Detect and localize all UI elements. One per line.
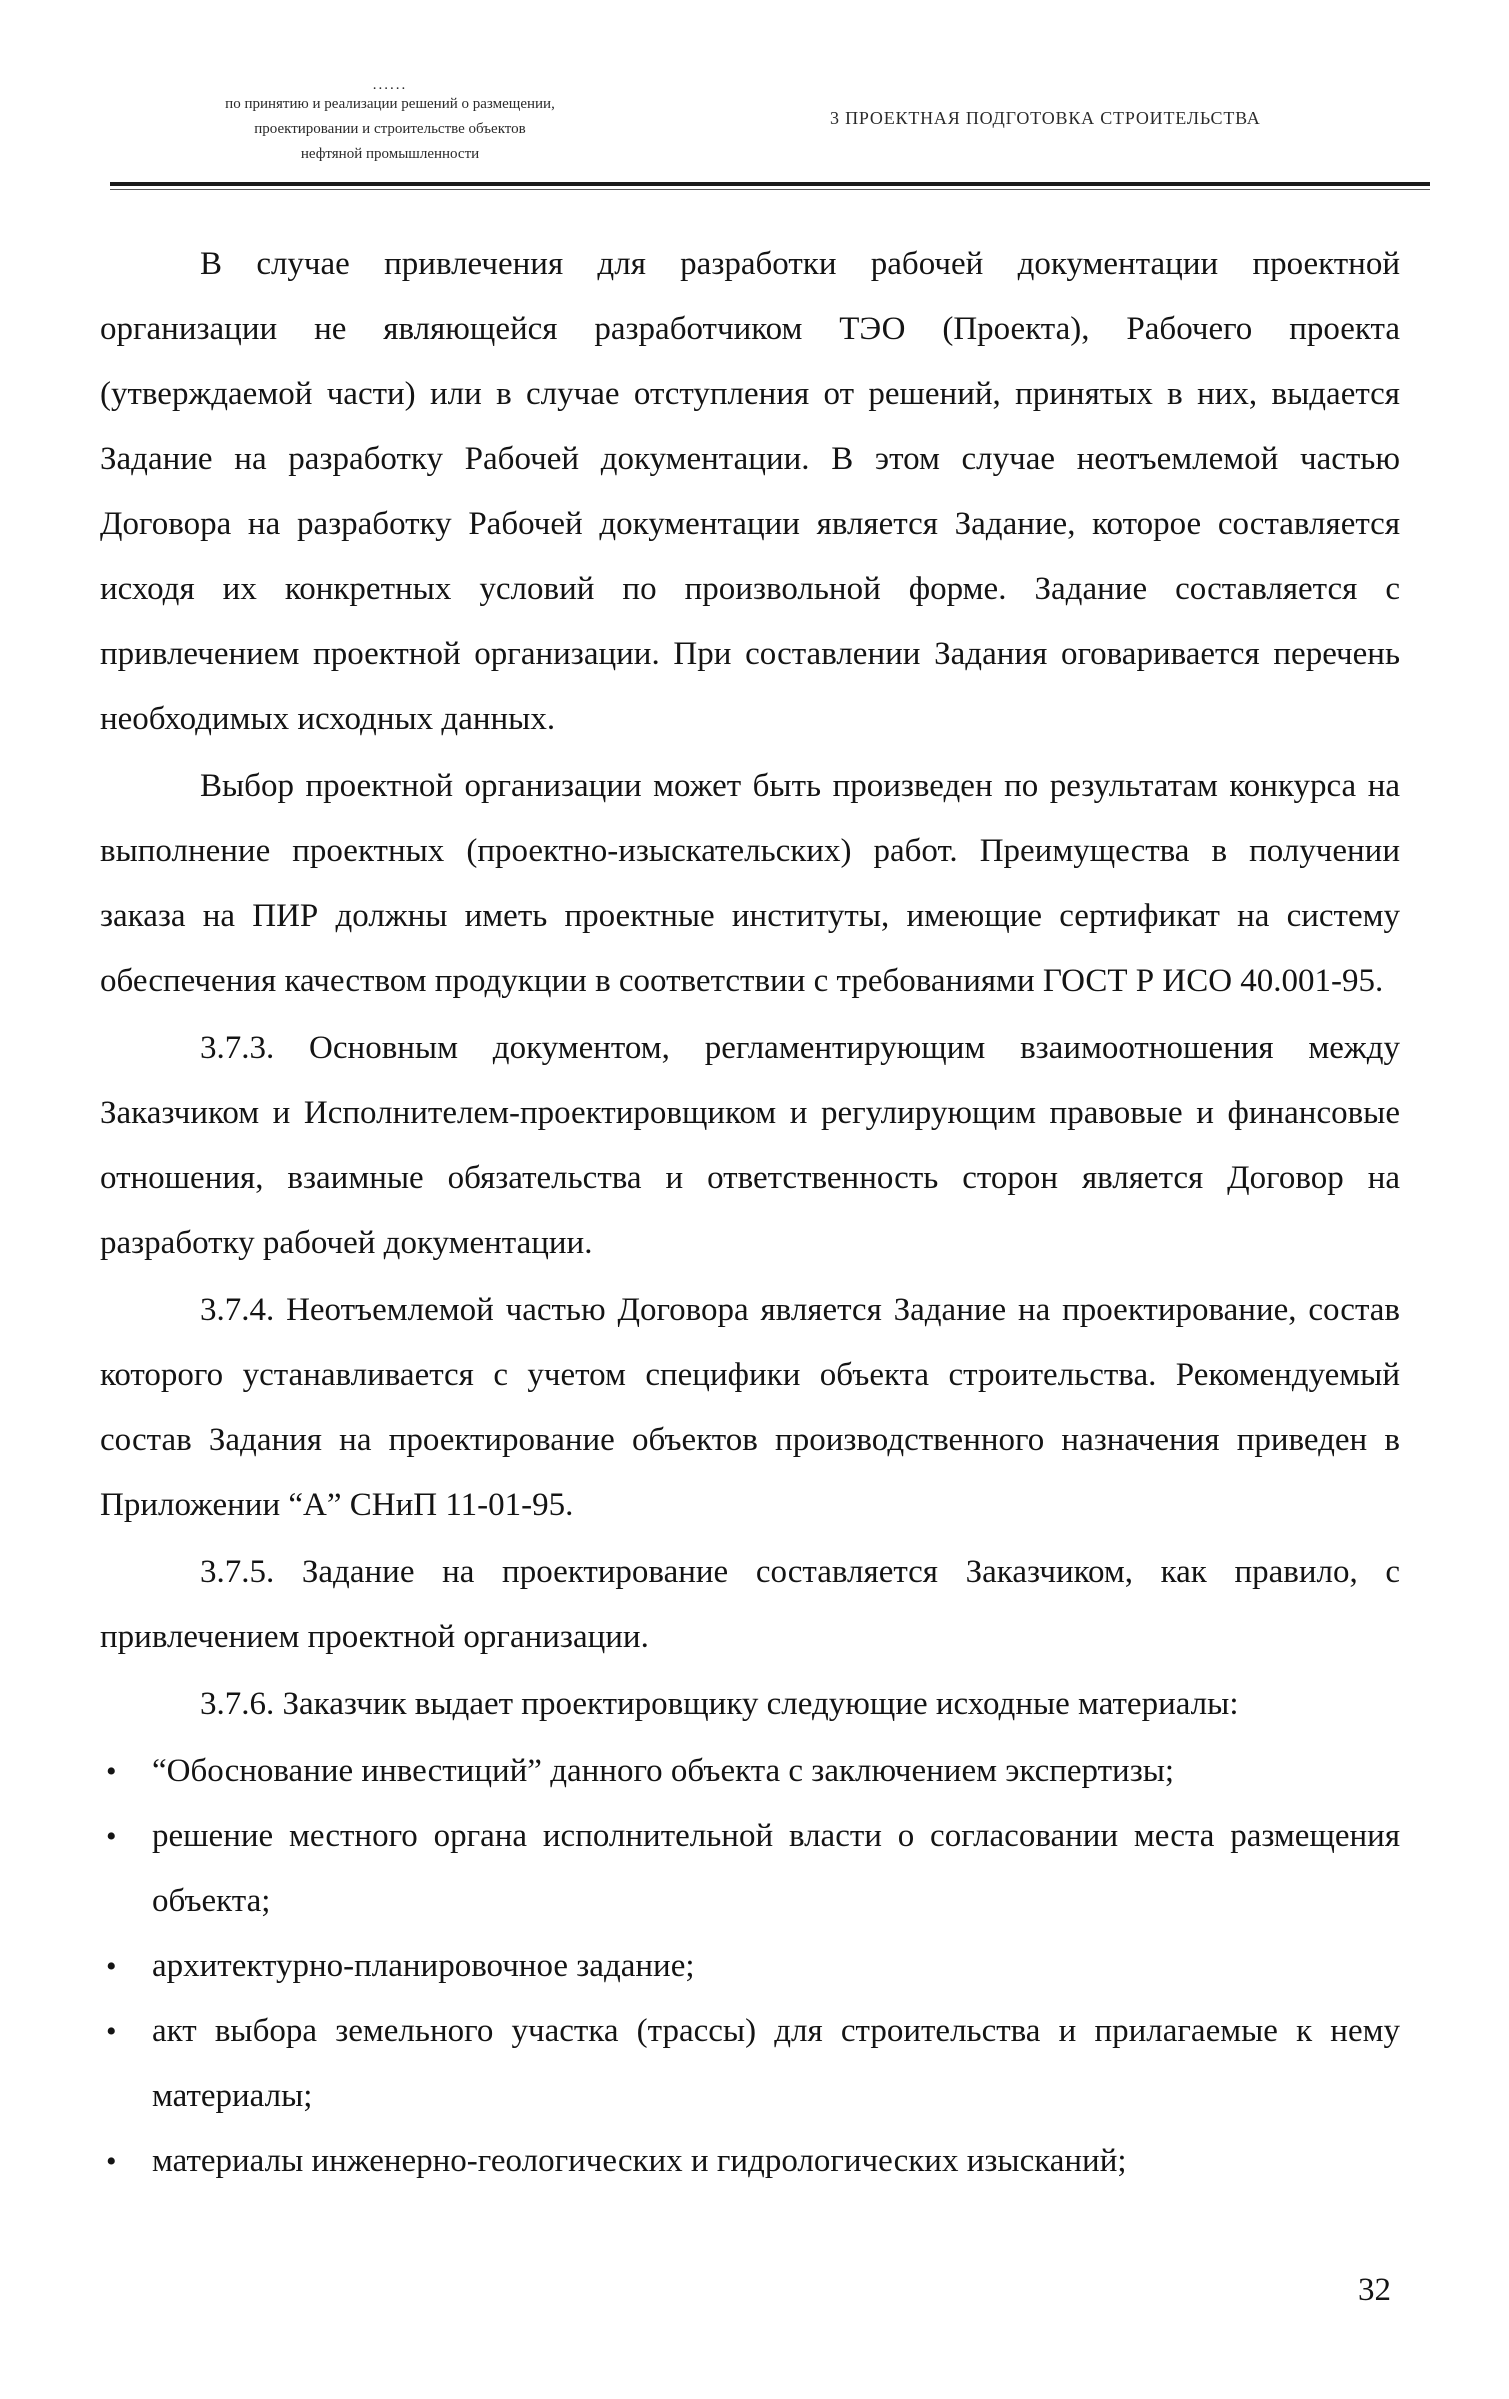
- header-rule-thin: [110, 189, 1430, 190]
- paragraph-3-7-6: 3.7.6. Заказчик выдает проектировщику следующие исходные материалы:: [200, 1686, 1239, 1722]
- header-cut-line: ......: [372, 78, 408, 92]
- page-body: [100, 232, 1400, 2194]
- bullet-icon: •: [106, 1820, 117, 1853]
- paragraph-design-assignment: В случае привлечения для разработки рабочей документации проектной организации не являющейся разработчиком ТЭО (Проекта), Рабочего проекта (утверждаемой части) или в случае отступления от решений, принятых в них, выдается Задание на разработку Рабочей документации. В этом случае неотъемлемой частью Договора на разработку Рабочей документации является Задание, которое составляется исходя их конкретных условий по произвольной форме. Задание составляется с привлечением проектной организации. При составлении Задания оговаривается перечень необходимых исходных данных.: [100, 246, 1400, 737]
- paragraph-contractor-selection: Выбор проектной организации может быть произведен по результатам конкурса на выполнение проектных (проектно-изыскательских) работ. Преимущества в получении заказа на ПИР должны иметь проектные институты, имеющие сертификат на систему обеспечения качеством продукции в соответствии с требованиями ГОСТ Р ИСО 40.001-95.: [100, 768, 1400, 999]
- header-title-line-2: проектировании и строительстве объектов: [254, 121, 526, 137]
- page-header: [110, 78, 1430, 188]
- list-item: [100, 1804, 1400, 1934]
- bullet-icon: •: [106, 1755, 117, 1788]
- paragraph-3-7-4: 3.7.4. Неотъемлемой частью Договора является Задание на проектирование, состав которого устанавливается с учетом специфики объекта строительства. Рекомендуемый состав Задания на проектирование объектов производственного назначения приведен в Приложении “А” СНиП 11-01-95.: [100, 1292, 1400, 1523]
- header-section-title: 3 ПРОЕКТНАЯ ПОДГОТОВКА СТРОИТЕЛЬСТВА: [830, 108, 1261, 128]
- list-item: [100, 1934, 1400, 1999]
- bullet-icon: •: [106, 1950, 117, 1983]
- list-item-text: архитектурно-планировочное задание;: [152, 1948, 695, 1984]
- header-document-title: [110, 78, 670, 167]
- list-item: [100, 1739, 1400, 1804]
- bullet-icon: •: [106, 2015, 117, 2048]
- source-materials-list: [100, 1739, 1400, 2194]
- list-item-text: “Обоснование инвестиций” данного объекта с заключением экспертизы;: [152, 1753, 1175, 1789]
- header-rule-thick: [110, 182, 1430, 186]
- paragraph-3-7-5: 3.7.5. Задание на проектирование составляется Заказчиком, как правило, с привлечением проектной организации.: [100, 1554, 1400, 1655]
- list-item: [100, 1999, 1400, 2129]
- header-title-line-1: по принятию и реализации решений о размещении,: [225, 96, 555, 112]
- list-item: [100, 2129, 1400, 2194]
- paragraph-3-7-3: 3.7.3. Основным документом, регламентирующим взаимоотношения между Заказчиком и Исполнителем-проектировщиком и регулирующим правовые и финансовые отношения, взаимные обязательства и ответственность сторон является Договор на разработку рабочей документации.: [100, 1030, 1400, 1261]
- list-item-text: материалы инженерно-геологических и гидрологических изысканий;: [152, 2143, 1127, 2179]
- page-number: 32: [1358, 2272, 1391, 2308]
- list-item-text: решение местного органа исполнительной власти о согласовании места размещения объекта;: [152, 1818, 1400, 1919]
- bullet-icon: •: [106, 2145, 117, 2178]
- list-item-text: акт выбора земельного участка (трассы) для строительства и прилагаемые к нему материалы;: [152, 2013, 1400, 2114]
- header-title-line-3: нефтяной промышленности: [300, 146, 480, 162]
